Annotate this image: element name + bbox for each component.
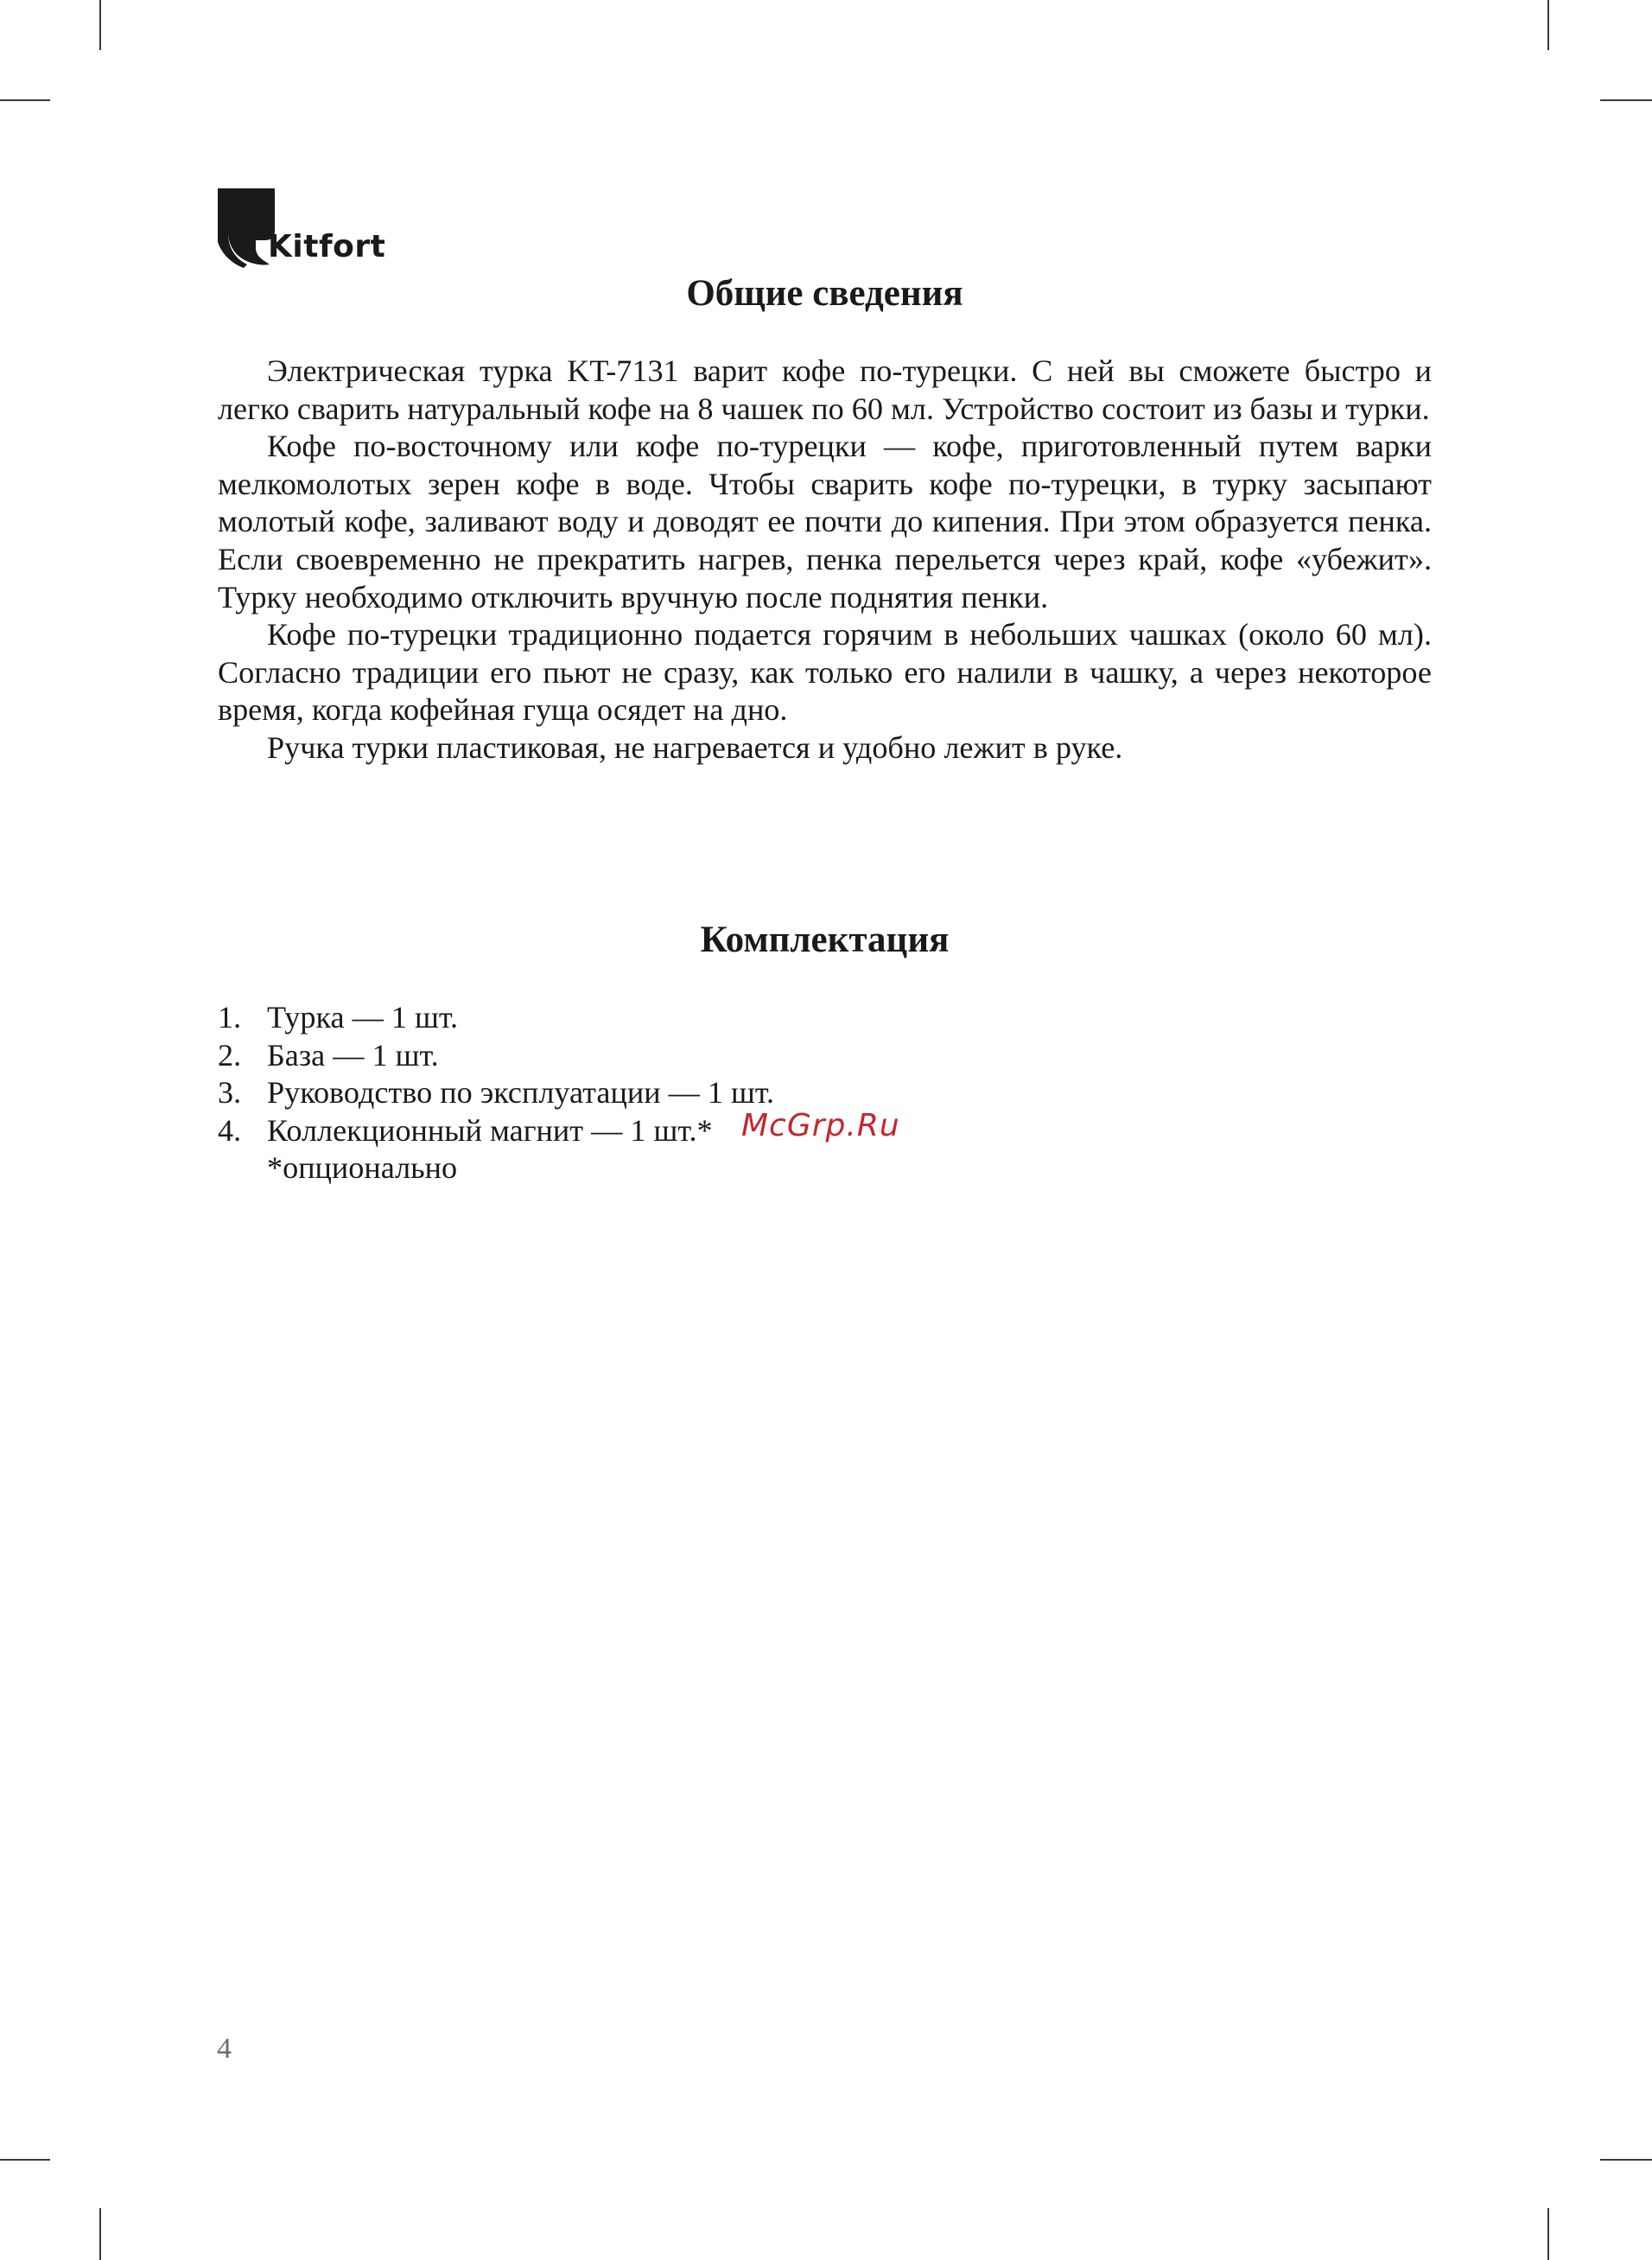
crop-mark-top-left <box>99 0 101 50</box>
general-body <box>218 353 1432 767</box>
crop-mark-bottom-right <box>1547 2208 1549 2260</box>
crop-mark-right-top <box>1600 99 1652 101</box>
watermark: McGrp.Ru <box>741 1108 900 1143</box>
kit-footnote: *опционально <box>267 1150 458 1185</box>
list-item-text: Турка — 1 шт. <box>267 1000 459 1035</box>
crop-mark-left-top <box>0 99 50 101</box>
list-item-text: Коллекционный магнит — 1 шт.* <box>267 1112 713 1148</box>
list-item-number: 1. <box>218 1000 242 1035</box>
list-item-number: 2. <box>218 1037 242 1073</box>
paragraph: Кофе по-восточному или кофе по-турецки — кофе, приготовленный путем варки мелкомолотых зерен кофе в воде. Чтобы сварить кофе по-турецки, в турку засыпают молотый кофе, заливают воду и доводят ее почти до кипения. При этом образуется пенка. Если своевременно не прекратить нагрев, пенка перельется через край, кофе «убежит». Турку необходимо отключить вручную после поднятия пенки. <box>218 429 1432 614</box>
section-title-kit: Комплектация <box>700 920 950 960</box>
list-item <box>218 1108 1082 1150</box>
list-item <box>218 1037 1082 1075</box>
section-title-general: Общие сведения <box>686 273 963 314</box>
crop-mark-top-right <box>1547 0 1549 50</box>
list-item <box>218 999 1082 1037</box>
list-item-text: Руководство по эксплуатации — 1 шт. <box>267 1075 775 1111</box>
list-item-text: База — 1 шт. <box>267 1037 439 1073</box>
brand-name: Kitfort <box>268 229 386 264</box>
paragraph: Кофе по-турецки традиционно подается горячим в небольших чашках (около 60 мл). Согласно традиции его пьют не сразу, как только его налили в чашку, а через некоторое время, когда кофейная гуща осядет на дно. <box>218 617 1432 728</box>
paragraph: Ручка турки пластиковая, не нагревается и удобно лежит в руке. <box>267 729 1123 765</box>
kitfort-logo <box>218 188 386 268</box>
crop-mark-right-bottom <box>1600 2159 1652 2161</box>
kit-list <box>218 999 1082 1149</box>
paragraph: Электрическая турка KT-7131 варит кофе по-турецки. С ней вы сможете быстро и легко сварить натуральный кофе на 8 чашек по 60 мл. Устройство состоит из базы и турки. <box>218 353 1432 426</box>
page-number: 4 <box>217 2033 232 2065</box>
list-item-number: 3. <box>218 1075 242 1111</box>
crop-mark-left-bottom <box>0 2159 50 2161</box>
list-item <box>218 1074 1082 1112</box>
crop-mark-bottom-left <box>99 2208 101 2260</box>
list-item-number: 4. <box>218 1112 242 1148</box>
